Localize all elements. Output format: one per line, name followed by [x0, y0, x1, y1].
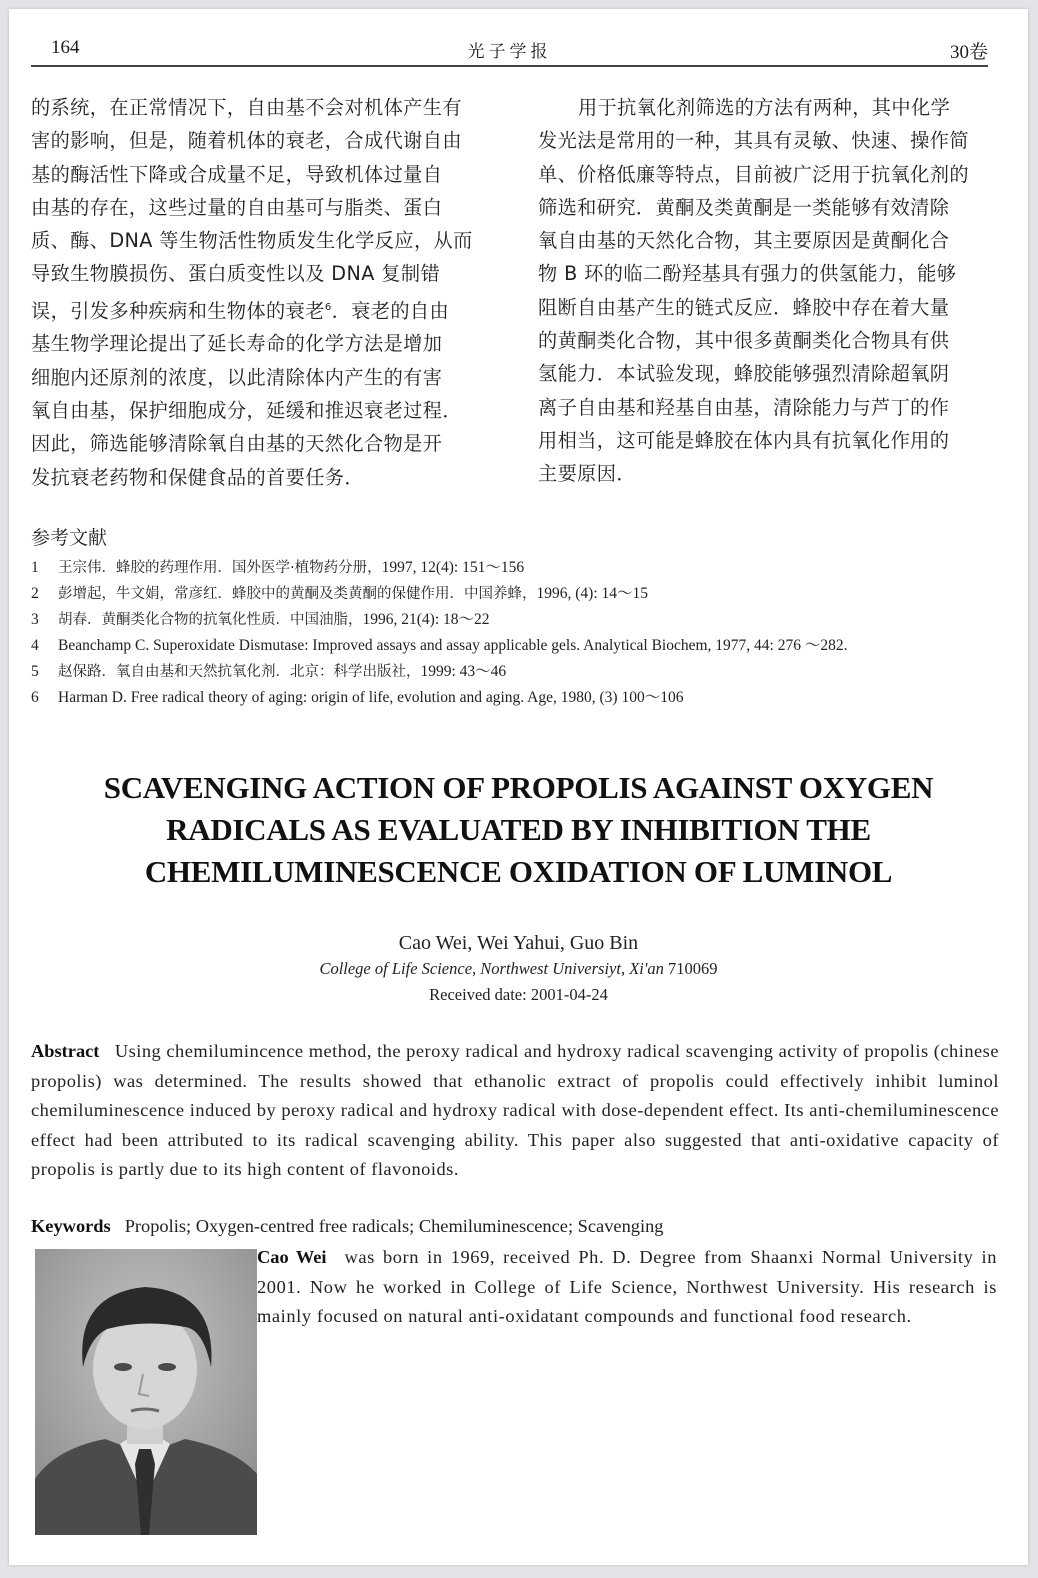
- reference-details: 1996, (4): 14～15: [536, 585, 649, 602]
- affiliation-text: College of Life Science, Northwest Universiyt, Xi'an: [319, 959, 664, 978]
- text-line: [31, 291, 497, 328]
- text-line: 细胞内还原剂的浓度，以此清除体内产生的有害: [31, 365, 443, 389]
- page-number: 164: [51, 37, 80, 58]
- journal-name: 光子学报: [467, 42, 552, 62]
- reference-details: Harman D. Free radical theory of aging: origin of life, evolution and aging. Age, 1980, (3) 100～106: [58, 689, 684, 706]
- reference-item: [31, 581, 1006, 607]
- reference-details: 1997, 12(4): 151～156: [381, 559, 525, 576]
- postcode: 710069: [668, 959, 718, 978]
- english-title: [49, 767, 988, 893]
- text-line: 害的影响，但是，随着机体的衰老，合成代谢自由: [31, 129, 462, 153]
- reference-number: 3: [31, 611, 39, 628]
- keywords-text: Propolis; Oxygen-centred free radicals; Chemiluminescence; Scavenging: [124, 1216, 664, 1236]
- text-line: 氧自由基的天然化合物，其主要原因是黄酮化合: [538, 229, 950, 253]
- reference-details: 1999: 43～46: [420, 663, 507, 680]
- author-photo: [35, 1249, 257, 1535]
- body-column-left: [31, 91, 497, 494]
- title-line: SCAVENGING ACTION OF PROPOLIS AGAINST OXYGEN: [103, 770, 934, 805]
- text-line: 物 B 环的临二酚羟基具有强力的供氢能力，能够: [538, 262, 957, 286]
- text-line: 用相当，这可能是蜂胶在体内具有抗氧化作用的: [538, 428, 950, 452]
- reference-number: 4: [31, 637, 39, 654]
- abstract-label: Abstract: [31, 1041, 100, 1061]
- reference-item: [31, 659, 1006, 685]
- keywords-label: Keywords: [31, 1216, 111, 1236]
- abstract-text: Using chemilumincence method, the peroxy radical and hydroxy radical scavenging activity of propolis (chinese propolis) was determined. The results showed that ethanolic extract of propolis could effectively inhibit luminol chemiluminescence induced by peroxy radical and hydroxy radical with dose-dependent effect. Its anti-chemiluminescence effect had been attributed to its radical scavenging ability. This paper also suggested that anti-oxidative capacity of propolis is partly due to its high content of flavonoids.: [31, 1041, 999, 1179]
- reference-item: [31, 555, 1006, 581]
- reference-text: 彭增起，牛文娟，常彦红．蜂胶中的黄酮及类黄酮的保健作用．中国养蜂，: [58, 586, 537, 602]
- references-heading: 参考文献: [31, 527, 108, 549]
- abstract: [31, 1037, 999, 1185]
- text-line: 质、酶、DNA 等生物活性物质发生化学反应，从而: [31, 229, 473, 253]
- bio-name: Cao Wei: [257, 1247, 327, 1267]
- reference-item: [31, 633, 1006, 659]
- text-line: 基的酶活性下降或合成量不足，导致机体过量自: [31, 162, 443, 186]
- volume-label: 30卷: [949, 42, 988, 63]
- reference-text: 胡春．黄酮类化合物的抗氧化性质．中国油脂，: [58, 612, 363, 628]
- text-line: 筛选和研究．黄酮及类黄酮是一类能够有效清除: [538, 195, 950, 219]
- title-line: CHEMILUMINESCENCE OXIDATION OF LUMINOL: [144, 854, 893, 889]
- page-sheet: [9, 9, 1028, 1565]
- reference-text: 王宗伟．蜂胶的药理作用．国外医学·植物药分册，: [58, 560, 382, 576]
- author-bio: [257, 1243, 997, 1332]
- affiliation: [9, 959, 1028, 979]
- reference-text: 赵保路．氧自由基和天然抗氧化剂．北京：科学出版社，: [58, 664, 421, 680]
- running-head: [31, 37, 988, 67]
- received-date: Received date: 2001-04-24: [429, 985, 608, 1004]
- text-line: 发光法是常用的一种，其具有灵敏、快速、操作简: [538, 129, 969, 153]
- text-line: 主要原因．: [538, 462, 636, 486]
- keywords: [31, 1212, 999, 1240]
- text-line: 离子自由基和羟基自由基，清除能力与芦丁的作: [538, 395, 950, 419]
- text-line: 的黄酮类化合物，其中很多黄酮类化合物具有供: [538, 329, 950, 353]
- references-list: [31, 555, 1006, 711]
- text-line: 氢能力．本试验发现，蜂胶能够强烈清除超氧阴: [538, 362, 950, 386]
- text-line: 的系统，在正常情况下，自由基不会对机体产生有: [31, 96, 462, 119]
- reference-number: 2: [31, 585, 39, 602]
- reference-details: Beanchamp C. Superoxidate Dismutase: Improved assays and assay applicable gels. Analytical Biochem, 1977, 44: 276 ～282.: [58, 637, 848, 654]
- reference-number: 6: [31, 689, 39, 706]
- bio-text: was born in 1969, received Ph. D. Degree from Shaanxi Normal University in 2001. Now he worked in College of Life Science, Northwest University. His research is mainly focused on natural anti-oxidatant compounds and functional food research.: [257, 1247, 997, 1326]
- title-line: RADICALS AS EVALUATED BY INHIBITION THE: [166, 812, 871, 847]
- text-segment: ．衰老的自由: [331, 299, 450, 323]
- reference-details: 1996, 21(4): 18～22: [362, 611, 490, 628]
- reference-item: [31, 607, 1006, 633]
- text-line: 阻断自由基产生的链式反应．蜂胶中存在着大量: [538, 295, 950, 319]
- text-line: 基生物学理论提出了延长寿命的化学方法是增加: [31, 332, 443, 356]
- authors: Cao Wei, Wei Yahui, Guo Bin: [398, 932, 639, 954]
- body-column-right: [538, 91, 1004, 491]
- text-line: 氧自由基，保护细胞成分，延缓和推迟衰老过程．: [31, 399, 462, 423]
- text-line: 单、价格低廉等特点，目前被广泛用于抗氧化剂的: [538, 162, 969, 186]
- author-portrait-image: [35, 1249, 257, 1535]
- reference-number: 5: [31, 663, 39, 680]
- text-line: 由基的存在，这些过量的自由基可与脂类、蛋白: [31, 195, 443, 219]
- reference-item: [31, 685, 1006, 711]
- text-segment: 误，引发多种疾病和生物体的衰老: [31, 299, 325, 323]
- text-line: 用于抗氧化剂筛选的方法有两种，其中化学: [578, 96, 951, 119]
- text-line: 导致生物膜损伤、蛋白质变性以及 DNA 复制错: [31, 262, 441, 286]
- text-line: 因此，筛选能够清除氧自由基的天然化合物是开: [31, 432, 443, 456]
- text-line: 发抗衰老药物和保健食品的首要任务．: [31, 465, 364, 489]
- reference-number: 1: [31, 559, 39, 576]
- citation-superscript: 6: [324, 301, 332, 313]
